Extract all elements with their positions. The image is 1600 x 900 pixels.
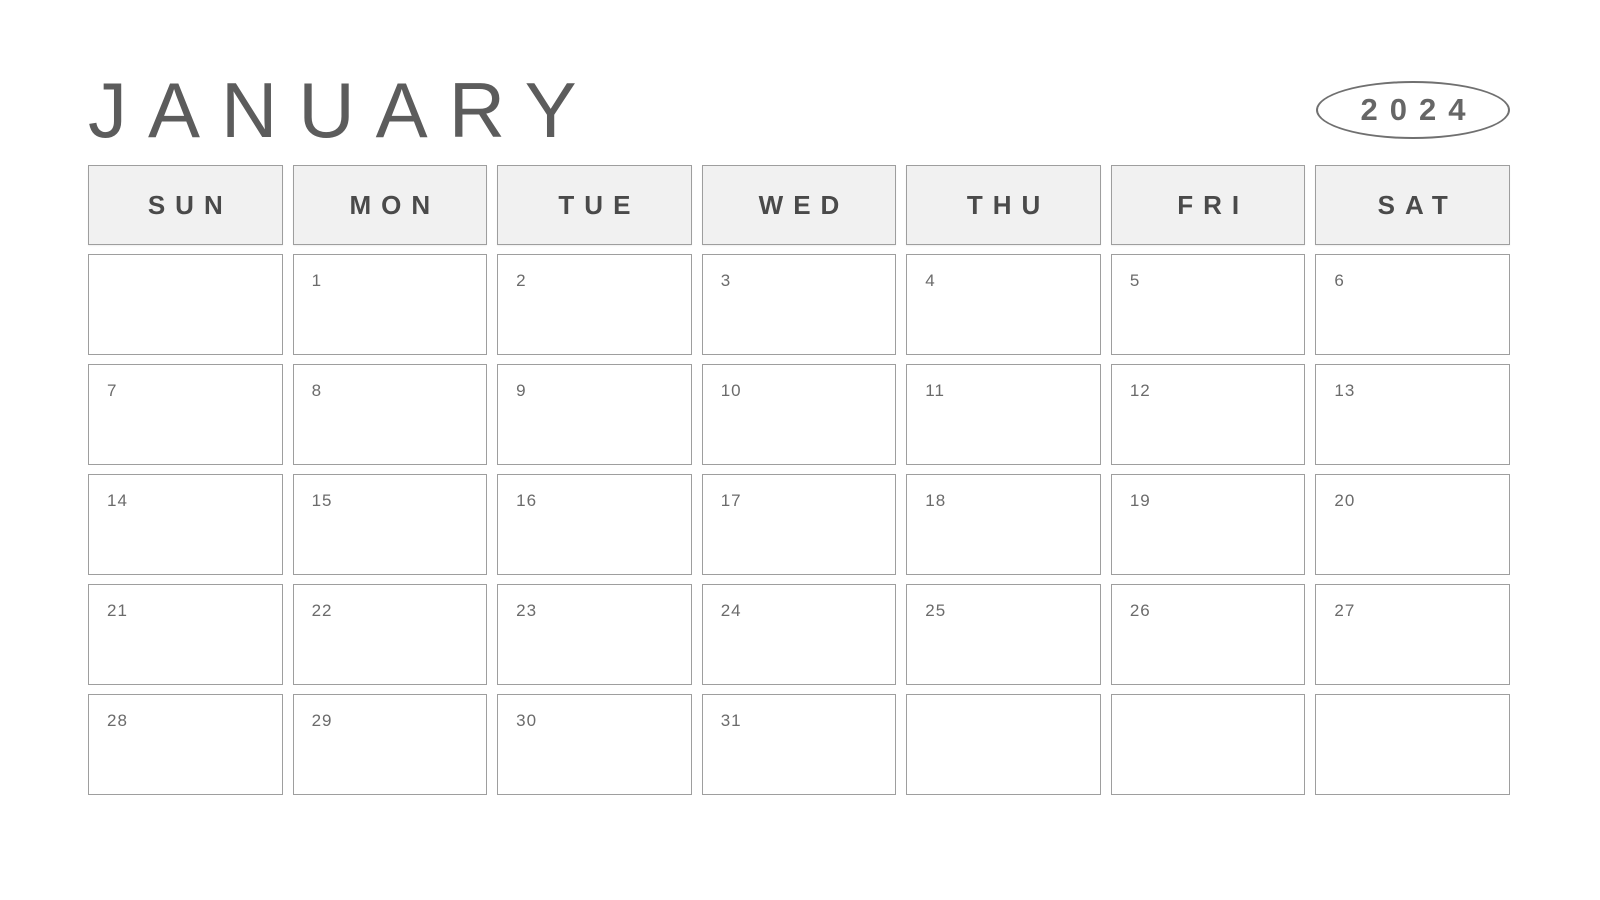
day-number: 20: [1334, 491, 1356, 510]
date-cell-28: [88, 694, 283, 795]
date-cell-17: [702, 474, 897, 575]
day-number: 10: [720, 381, 742, 400]
day-number: 15: [311, 491, 333, 510]
day-number: 24: [720, 601, 742, 620]
weekday-header-fri: FRI: [1111, 165, 1306, 245]
day-number: 21: [107, 601, 128, 620]
day-number: 7: [107, 381, 118, 400]
year-badge: [1316, 81, 1510, 139]
day-number: 27: [1334, 601, 1356, 620]
date-cell-empty: [88, 254, 283, 355]
date-cell-23: [497, 584, 692, 685]
date-cell-4: [906, 254, 1101, 355]
weekday-header-tue: TUE: [497, 165, 692, 245]
day-number: 19: [1129, 491, 1151, 510]
day-number: 11: [925, 381, 945, 400]
date-cell-2: [497, 254, 692, 355]
day-number: 12: [1129, 381, 1151, 400]
date-cell-27: [1315, 584, 1510, 685]
date-cell-empty: [1315, 694, 1510, 795]
date-cell-6: [1315, 254, 1510, 355]
calendar-grid: [88, 165, 1510, 795]
day-number: 6: [1334, 271, 1345, 290]
date-cell-1: [293, 254, 488, 355]
month-title: JANUARY: [88, 66, 598, 154]
weekday-header-sun: SUN: [88, 165, 283, 245]
day-number: 26: [1129, 601, 1151, 620]
date-cell-18: [906, 474, 1101, 575]
date-cell-20: [1315, 474, 1510, 575]
day-number: 31: [720, 711, 742, 730]
day-number: 17: [720, 491, 742, 510]
day-number: 18: [925, 491, 947, 510]
date-cell-21: [88, 584, 283, 685]
day-number: 22: [311, 601, 333, 620]
date-cell-29: [293, 694, 488, 795]
date-cell-26: [1111, 584, 1306, 685]
date-cell-5: [1111, 254, 1306, 355]
day-number: 2: [516, 271, 527, 290]
day-number: 23: [516, 601, 538, 620]
weekday-header-mon: MON: [293, 165, 488, 245]
date-cell-11: [906, 364, 1101, 465]
date-cell-24: [702, 584, 897, 685]
date-cell-31: [702, 694, 897, 795]
date-cell-30: [497, 694, 692, 795]
day-number: 30: [516, 711, 538, 730]
day-number: 28: [107, 711, 128, 730]
date-cell-empty: [906, 694, 1101, 795]
date-cell-3: [702, 254, 897, 355]
day-number: 5: [1129, 271, 1141, 290]
date-cell-empty: [1111, 694, 1306, 795]
day-number: 29: [311, 711, 333, 730]
weekday-header-sat: SAT: [1315, 165, 1510, 245]
day-number: 25: [925, 601, 947, 620]
date-cell-14: [88, 474, 283, 575]
calendar-page: [88, 0, 1510, 795]
date-cell-10: [702, 364, 897, 465]
day-number: 8: [311, 381, 323, 400]
date-cell-19: [1111, 474, 1306, 575]
day-number: 9: [516, 381, 527, 400]
date-cell-12: [1111, 364, 1306, 465]
day-number: 1: [311, 271, 323, 290]
day-number: 14: [107, 491, 128, 510]
day-number: 3: [720, 271, 732, 290]
date-cell-9: [497, 364, 692, 465]
date-cell-15: [293, 474, 488, 575]
date-cell-16: [497, 474, 692, 575]
calendar-title-row: [88, 66, 1510, 154]
date-cell-22: [293, 584, 488, 685]
day-number: 13: [1334, 381, 1356, 400]
date-cell-7: [88, 364, 283, 465]
day-number: 16: [516, 491, 538, 510]
date-cell-8: [293, 364, 488, 465]
weekday-header-thu: THU: [906, 165, 1101, 245]
year-label: 2024: [1360, 92, 1478, 127]
date-cell-13: [1315, 364, 1510, 465]
day-number: 4: [925, 271, 936, 290]
date-cell-25: [906, 584, 1101, 685]
weekday-header-wed: WED: [702, 165, 897, 245]
